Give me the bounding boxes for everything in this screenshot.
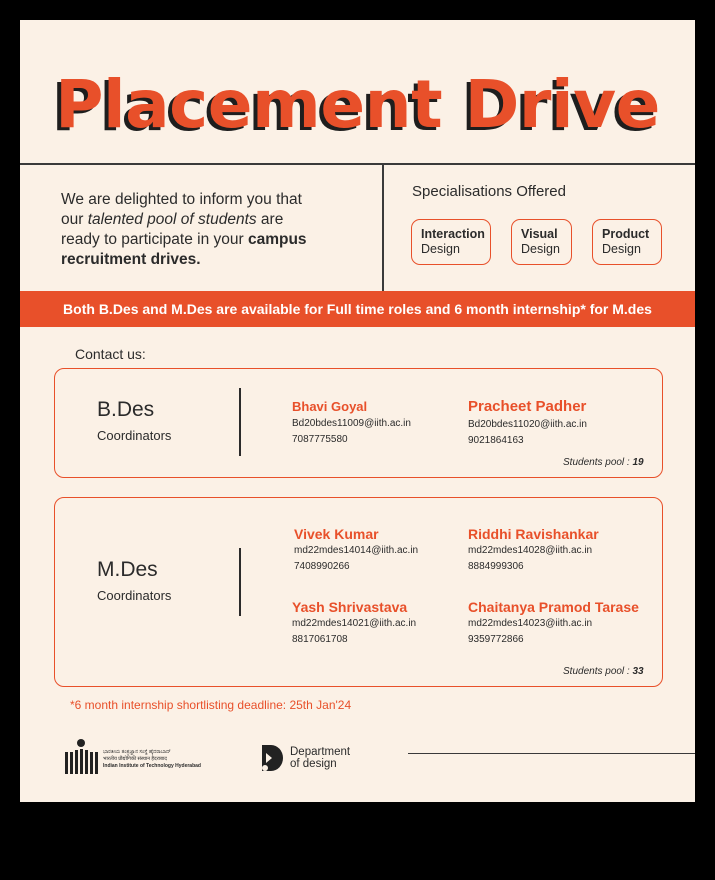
- contact-phone[interactable]: 8817061708: [292, 634, 348, 645]
- department-logo-icon: [260, 743, 286, 773]
- contact-details: [468, 616, 592, 648]
- spec-pill-product: Product Design: [592, 219, 662, 265]
- iith-logo-icon: [63, 738, 99, 776]
- contact-email[interactable]: md22mdes14021@iith.ac.in: [292, 618, 417, 629]
- bdes-students-pool: Students pool : 19: [563, 457, 644, 468]
- mdes-coordinators-label: Coordinators: [97, 588, 172, 603]
- specialisations-title: Specialisations Offered: [412, 183, 566, 200]
- spec-pill-visual: Visual Design: [511, 219, 572, 265]
- contact-label: Contact us:: [75, 346, 146, 362]
- contact-email[interactable]: md22mdes14028@iith.ac.in: [468, 545, 593, 556]
- bdes-divider: [239, 388, 241, 456]
- contact-phone[interactable]: 7087775580: [292, 434, 348, 445]
- contact-name: Vivek Kumar: [294, 526, 379, 542]
- mdes-divider: [239, 548, 241, 616]
- contact-details: [468, 417, 587, 449]
- contact-name: Bhavi Goyal: [292, 399, 368, 414]
- contact-details: [294, 543, 418, 575]
- mdes-students-pool: Students pool : 33: [563, 666, 644, 677]
- contact-name: Yash Shrivastava: [292, 599, 408, 615]
- contact-details: [292, 416, 411, 448]
- contact-email[interactable]: md22mdes14014@iith.ac.in: [294, 545, 419, 556]
- contact-phone[interactable]: 7408990266: [294, 561, 350, 572]
- contact-details: [468, 543, 592, 575]
- contact-phone[interactable]: 9359772866: [468, 634, 524, 645]
- contact-email[interactable]: Bd20bdes11020@iith.ac.in: [468, 419, 587, 430]
- availability-banner: Both B.Des and M.Des are available for Full time roles and 6 month internship* for M.des: [20, 291, 695, 327]
- mdes-program: M.Des: [97, 558, 158, 581]
- contact-details: [292, 616, 416, 648]
- divider-top: [20, 163, 695, 165]
- spec-pill-interaction: Interaction Design: [411, 219, 491, 265]
- bdes-program: B.Des: [97, 398, 155, 421]
- contact-phone[interactable]: 9021864163: [468, 435, 524, 446]
- contact-name: Chaitanya Pramod Tarase: [468, 599, 639, 615]
- divider-vertical: [382, 163, 384, 291]
- contact-name: Riddhi Ravishankar: [468, 526, 599, 542]
- contact-name: Pracheet Padher: [468, 398, 587, 415]
- page-title: Placement Drive: [55, 66, 660, 143]
- department-logo-text: Department of design: [290, 746, 351, 770]
- contact-email[interactable]: md22mdes14023@iith.ac.in: [468, 618, 593, 629]
- contact-phone[interactable]: 8884999306: [468, 561, 524, 572]
- bdes-coordinators-label: Coordinators: [97, 428, 172, 443]
- intro-text: We are delighted to inform you that our talented pool of students are ready to participate in your campus recruitment drives.: [61, 191, 307, 268]
- contact-email[interactable]: Bd20bdes11009@iith.ac.in: [292, 418, 411, 429]
- footer-rule: [408, 753, 695, 754]
- deadline-note: *6 month internship shortlisting deadline: 25th Jan'24: [70, 698, 352, 712]
- iith-logo-text: ಭಾರತೀಯ ತಂತ್ರಜ್ಞಾನ ಸಂಸ್ಥೆ ಹೈದರಾಬಾದ್ भारतीय प्रौद्योगिकी संस्थान हैदराबाद Indian Institute of Technology Hyderabad: [103, 749, 201, 769]
- poster: [20, 20, 695, 802]
